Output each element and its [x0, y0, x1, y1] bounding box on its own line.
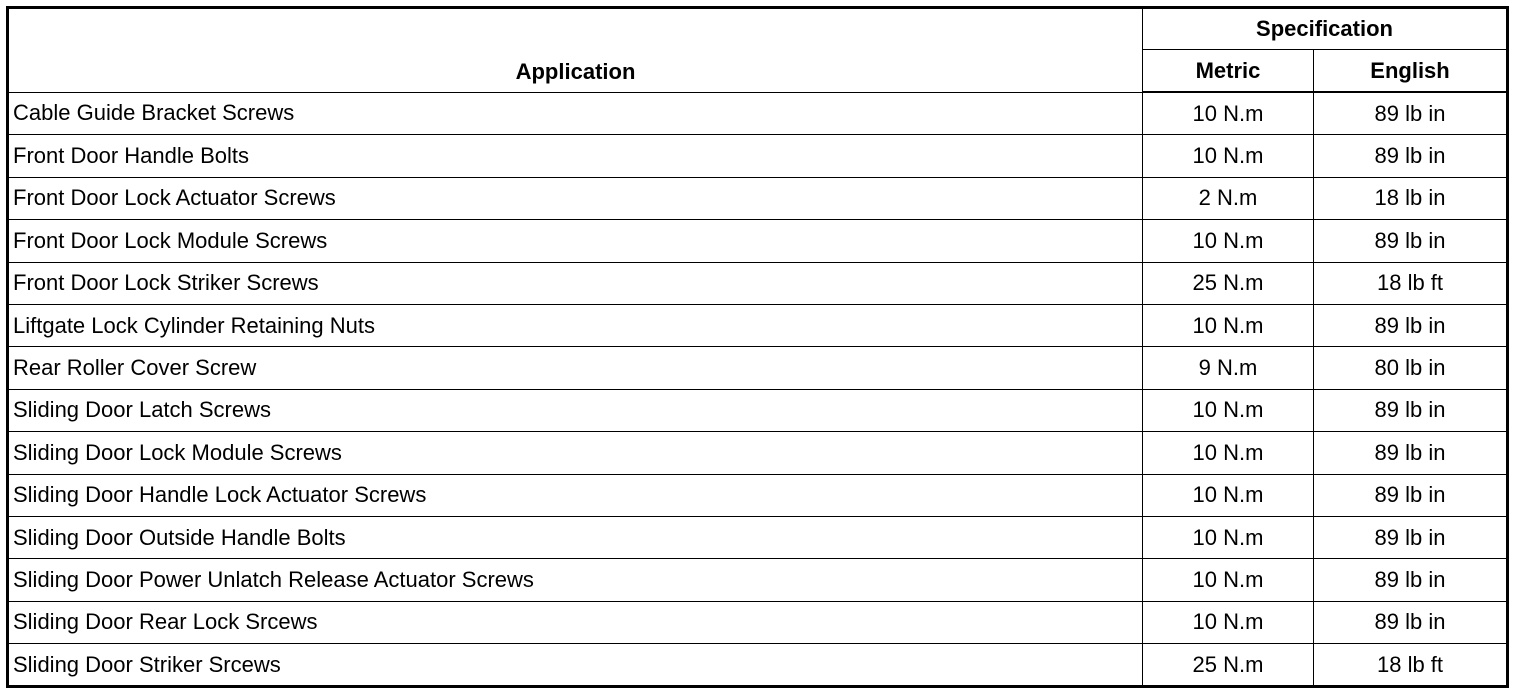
- table-row: [8, 220, 1508, 262]
- metric-value-cell: 25 N.m: [1143, 644, 1314, 687]
- metric-value-cell: 10 N.m: [1143, 601, 1314, 643]
- metric-value-cell: 10 N.m: [1143, 135, 1314, 177]
- application-cell: Front Door Lock Striker Screws: [8, 262, 1143, 304]
- english-value-cell: 18 lb in: [1314, 177, 1508, 219]
- table-row: [8, 516, 1508, 558]
- application-cell: Front Door Lock Module Screws: [8, 220, 1143, 262]
- english-value-cell: 89 lb in: [1314, 559, 1508, 601]
- table-row: [8, 347, 1508, 389]
- application-cell: Cable Guide Bracket Screws: [8, 92, 1143, 135]
- english-value-cell: 18 lb ft: [1314, 262, 1508, 304]
- table-row: [8, 304, 1508, 346]
- english-value-cell: 89 lb in: [1314, 304, 1508, 346]
- english-value-cell: 89 lb in: [1314, 516, 1508, 558]
- metric-value-cell: 10 N.m: [1143, 516, 1314, 558]
- column-header-metric: Metric: [1143, 50, 1314, 93]
- application-cell: Sliding Door Outside Handle Bolts: [8, 516, 1143, 558]
- application-cell: Sliding Door Lock Module Screws: [8, 432, 1143, 474]
- column-header-application: Application: [8, 8, 1143, 93]
- table-header: [8, 8, 1508, 93]
- metric-value-cell: 10 N.m: [1143, 474, 1314, 516]
- metric-value-cell: 2 N.m: [1143, 177, 1314, 219]
- application-cell: Liftgate Lock Cylinder Retaining Nuts: [8, 304, 1143, 346]
- english-value-cell: 89 lb in: [1314, 220, 1508, 262]
- table-row: [8, 177, 1508, 219]
- table-row: [8, 644, 1508, 687]
- english-value-cell: 89 lb in: [1314, 135, 1508, 177]
- english-value-cell: 89 lb in: [1314, 432, 1508, 474]
- table-row: [8, 474, 1508, 516]
- application-cell: Sliding Door Power Unlatch Release Actuator Screws: [8, 559, 1143, 601]
- column-header-specification: Specification: [1143, 8, 1508, 50]
- application-cell: Sliding Door Latch Screws: [8, 389, 1143, 431]
- application-cell: Front Door Handle Bolts: [8, 135, 1143, 177]
- fastener-specification-table: [6, 6, 1509, 688]
- metric-value-cell: 10 N.m: [1143, 389, 1314, 431]
- english-value-cell: 89 lb in: [1314, 92, 1508, 135]
- application-cell: Sliding Door Handle Lock Actuator Screws: [8, 474, 1143, 516]
- english-value-cell: 89 lb in: [1314, 389, 1508, 431]
- table-row: [8, 432, 1508, 474]
- english-value-cell: 89 lb in: [1314, 601, 1508, 643]
- table-row: [8, 262, 1508, 304]
- table-row: [8, 601, 1508, 643]
- table-row: [8, 92, 1508, 135]
- metric-value-cell: 10 N.m: [1143, 559, 1314, 601]
- english-value-cell: 89 lb in: [1314, 474, 1508, 516]
- application-cell: Rear Roller Cover Screw: [8, 347, 1143, 389]
- table-row: [8, 389, 1508, 431]
- english-value-cell: 80 lb in: [1314, 347, 1508, 389]
- metric-value-cell: 10 N.m: [1143, 432, 1314, 474]
- application-cell: Sliding Door Rear Lock Srcews: [8, 601, 1143, 643]
- table-body: [8, 92, 1508, 687]
- column-header-english: English: [1314, 50, 1508, 93]
- english-value-cell: 18 lb ft: [1314, 644, 1508, 687]
- metric-value-cell: 10 N.m: [1143, 220, 1314, 262]
- metric-value-cell: 10 N.m: [1143, 304, 1314, 346]
- application-cell: Front Door Lock Actuator Screws: [8, 177, 1143, 219]
- table-row: [8, 135, 1508, 177]
- metric-value-cell: 10 N.m: [1143, 92, 1314, 135]
- table-row: [8, 559, 1508, 601]
- application-cell: Sliding Door Striker Srcews: [8, 644, 1143, 687]
- metric-value-cell: 25 N.m: [1143, 262, 1314, 304]
- metric-value-cell: 9 N.m: [1143, 347, 1314, 389]
